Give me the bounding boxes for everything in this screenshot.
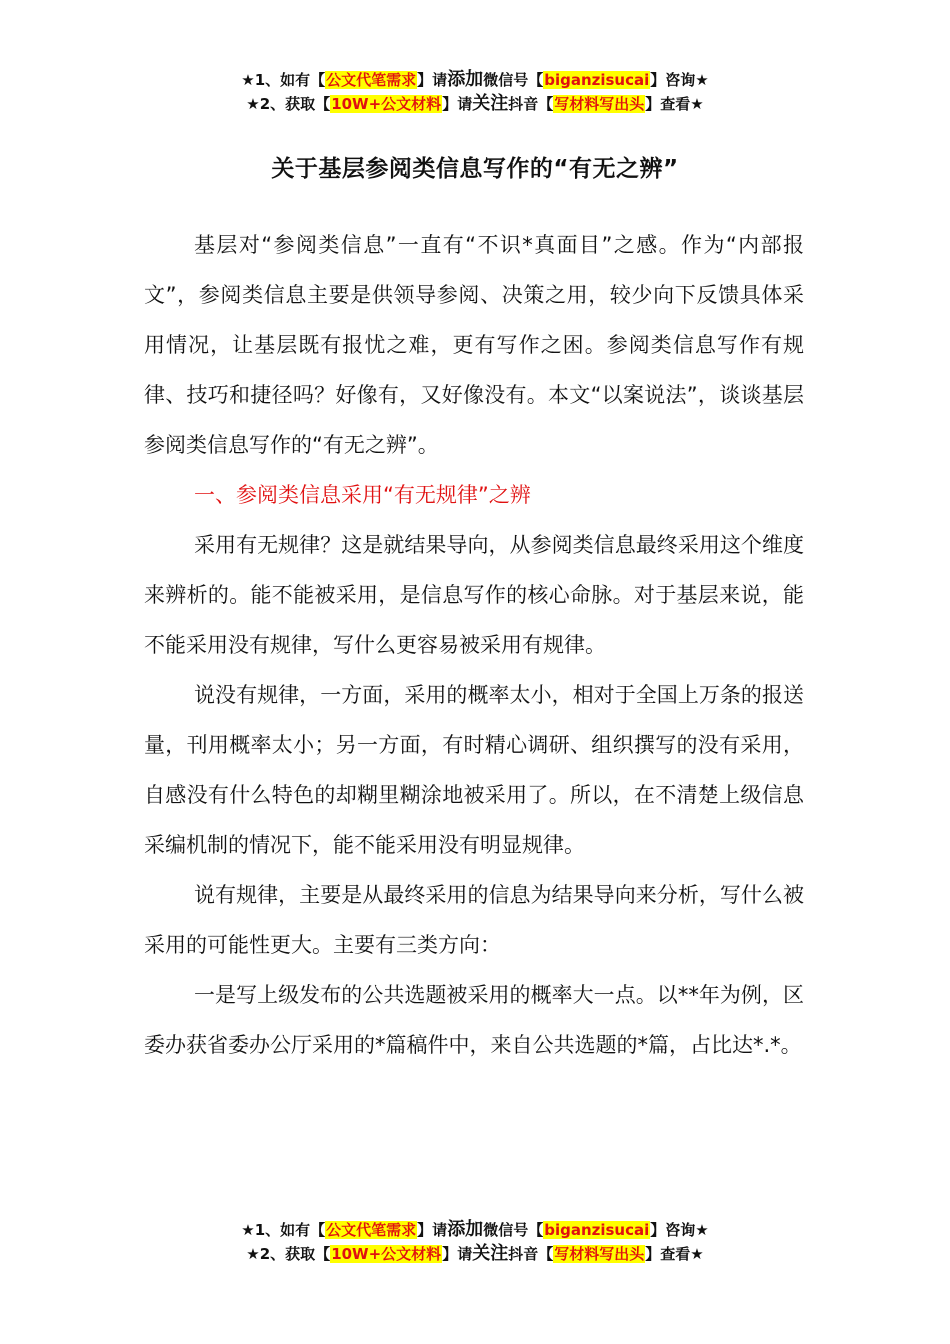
banner-emphasis: 添加 xyxy=(447,1219,484,1240)
banner-text: 】请 xyxy=(442,95,473,113)
footer-banner xyxy=(0,1218,950,1266)
banner-text: 】请 xyxy=(442,1245,473,1263)
banner-emphasis: 关注 xyxy=(472,1243,509,1264)
banner-text: ★2、获取【 xyxy=(246,1245,331,1263)
banner-text: ★2、获取【 xyxy=(246,95,331,113)
banner-text: 】请 xyxy=(417,1221,448,1239)
banner-highlight-douyin: 写材料写出头 xyxy=(554,1245,645,1263)
banner-text: 抖音【 xyxy=(508,1245,554,1263)
banner-text: 】请 xyxy=(417,71,448,89)
paragraph: 一是写上级发布的公共选题被采用的概率大一点。以**年为例，区委办获省委办公厅采用的*篇稿件中，来自公共选题的*篇，占比达*.*。 xyxy=(144,983,804,1057)
paragraph: 说没有规律，一方面，采用的概率太小，相对于全国上万条的报送量，刊用概率太小；另一方面，有时精心调研、组织撰写的没有采用，自感没有什么特色的却糊里糊涂地被采用了。所以，在不清楚上级信息采编机制的情况下，能不能采用没有明显规律。 xyxy=(144,683,804,857)
paragraph: 说有规律，主要是从最终采用的信息为结果导向来分析，写什么被采用的可能性更大。主要有三类方向： xyxy=(144,883,804,957)
section-heading-1: 一、参阅类信息采用“有无规律”之辨 xyxy=(194,483,531,507)
document-title: 关于基层参阅类信息写作的“有无之辨” xyxy=(271,156,679,182)
footer-banner-line-2 xyxy=(0,1242,950,1266)
banner-emphasis: 添加 xyxy=(447,69,484,90)
banner-highlight: 公文代笔需求 xyxy=(326,71,417,89)
header-banner-line-2 xyxy=(0,92,950,116)
banner-text: 抖音【 xyxy=(508,95,554,113)
document-body xyxy=(144,220,804,1070)
banner-text: 微信号【 xyxy=(483,1221,544,1239)
banner-highlight: 10W+公文材料 xyxy=(331,95,442,113)
banner-emphasis: 关注 xyxy=(472,93,509,114)
banner-text: 】查看★ xyxy=(645,95,704,113)
banner-highlight: 公文代笔需求 xyxy=(326,1221,417,1239)
banner-text: 】咨询★ xyxy=(650,1221,709,1239)
header-banner xyxy=(0,68,950,116)
banner-text: ★1、如有【 xyxy=(241,1221,326,1239)
header-banner-line-1 xyxy=(0,68,950,92)
banner-text: ★1、如有【 xyxy=(241,71,326,89)
banner-text: 】咨询★ xyxy=(650,71,709,89)
banner-highlight-douyin: 写材料写出头 xyxy=(554,95,645,113)
banner-highlight: 10W+公文材料 xyxy=(331,1245,442,1263)
paragraph: 采用有无规律？这是就结果导向，从参阅类信息最终采用这个维度来辨析的。能不能被采用，是信息写作的核心命脉。对于基层来说，能不能采用没有规律，写什么更容易被采用有规律。 xyxy=(144,533,804,657)
banner-text: 】查看★ xyxy=(645,1245,704,1263)
banner-highlight-wechat-id: biganzisucai xyxy=(544,1221,650,1239)
footer-banner-line-1 xyxy=(0,1218,950,1242)
paragraph-intro: 基层对“参阅类信息”一直有“不识*真面目”之感。作为“内部报文”，参阅类信息主要是供领导参阅、决策之用，较少向下反馈具体采用情况，让基层既有报忧之难，更有写作之困。参阅类信息写作有规律、技巧和捷径吗？好像有，又好像没有。本文“以案说法”，谈谈基层参阅类信息写作的“有无之辨”。 xyxy=(144,233,804,457)
banner-text: 微信号【 xyxy=(483,71,544,89)
banner-highlight-wechat-id: biganzisucai xyxy=(544,71,650,89)
